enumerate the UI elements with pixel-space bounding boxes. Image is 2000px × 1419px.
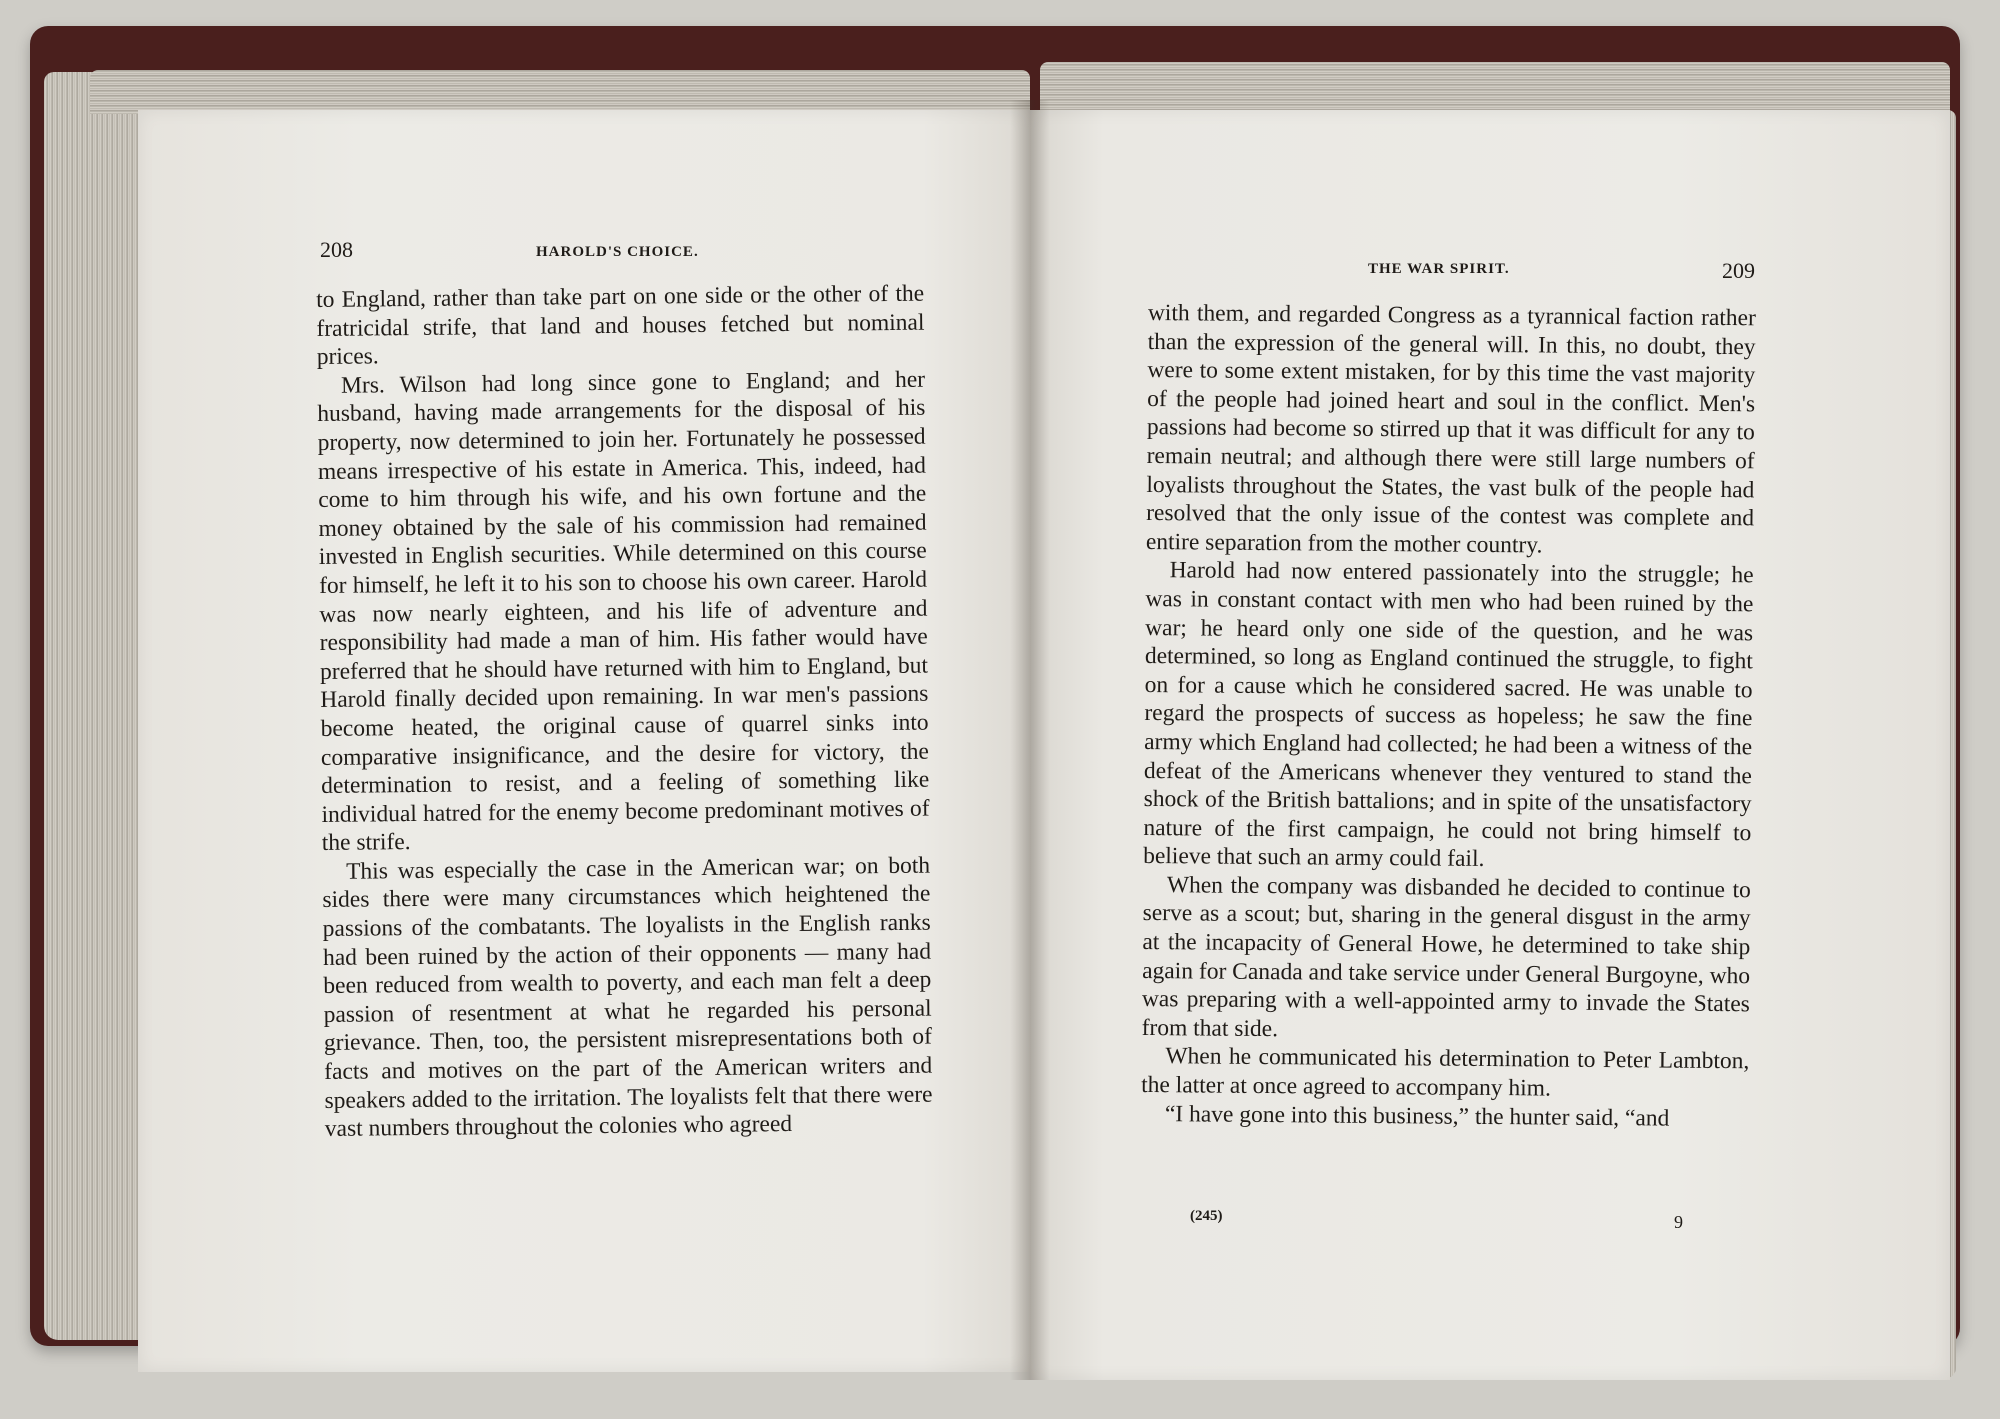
left-page-body [316,280,933,1144]
paragraph: “I have gone into this business,” the hunter said, “and [1164,1100,1670,1132]
paragraph: with them, and regarded Congress as a tyrannical faction rather than the expression of the general will. In this, no doubt, they were to some extent mistaken, for by this time the vast majority of the people had joined heart and soul in the conflict. Men's passions had become so stirred up that it was difficult for any to remain neutral; and although there were still large numbers of loyalists throughout the States, the vast bulk of the people had resolved that the only issue of the contest was complete and entire separation from the mother country. [1145,299,1756,559]
paragraph: When he communicated his determination to Peter Lambton, the latter at once agreed to accompany him. [1141,1043,1750,1102]
left-page-number: 208 [320,237,353,262]
right-page-body [1141,299,1756,1133]
right-page-number: 209 [1722,258,1755,283]
left-page-edges [44,72,144,1340]
paragraph: Mrs. Wilson had long since gone to England; and her husband, having made arrangements for the disposal of his property, now determined to join her. Fortunately he possessed means irrespective of his estate in America. This, indeed, had come to him through his wife, and his own fortune and the money obtained by the sale of his commission had remained invested in English securities. While determined on this course for himself, he left it to his son to choose his own career. Harold was now nearly eighteen, and his life of adventure and responsibility had made a man of him. His father would have preferred that he should have returned with him to England, but Harold finally decided upon remaining. In war men's passions become heated, the original cause of quarrel sinks into comparative insignificance, and the desire for victory, the determination to resist, and a feeling of something like individual hatred for the enemy become predominant motives of the strife. [317,366,930,857]
paragraph: Harold had now entered passionately into the struggle; he was in constant contact with men who had been ruined by the war; he heard only one side of the question, and he was determined, so long as England continued the struggle, to fight on for a cause which he considered sacred. He was unable to regard the prospects of success as hopeless; he saw the fine army which England had collected; he had been a witness of the defeat of the Americans whenever they ventured to stand the shock of the British battalions; and in spite of the unsatisfactory nature of the first campaign, he could not bring himself to believe that such an army could fail. [1143,557,1754,873]
left-top-edges [90,70,1030,114]
signature-mark: (245) [1190,1208,1223,1224]
right-running-head: THE WAR SPIRIT. [1368,261,1510,277]
left-running-head: HAROLD'S CHOICE. [536,244,699,260]
paragraph: to England, rather than take part on one side or the other of the fratricidal strife, that land and houses fetched but nominal prices. [316,280,925,371]
book-gutter [1010,100,1050,1380]
paragraph: When the company was disbanded he decided to continue to serve as a scout; but, sharing in the general disgust in the army at the incapacity of General Howe, he determined to take ship again for Canada and take service under General Burgoyne, who was preparing with a well-appointed army to invade the States from that side. [1141,872,1751,1043]
signature-number: 9 [1674,1212,1683,1232]
paragraph: This was especially the case in the American war; on both sides there were many circumstances which heightened the passions of the combatants. The loyalists in the English ranks had been ruined by the action of their opponents — many had been reduced from wealth to poverty, and each man felt a deep passion of resentment at what he regarded his personal grievance. Then, too, the persistent misrepresentations both of facts and motives on the part of the American writers and speakers added to the irritation. The loyalists felt that there were vast numbers throughout the colonies who agreed [322,852,933,1143]
